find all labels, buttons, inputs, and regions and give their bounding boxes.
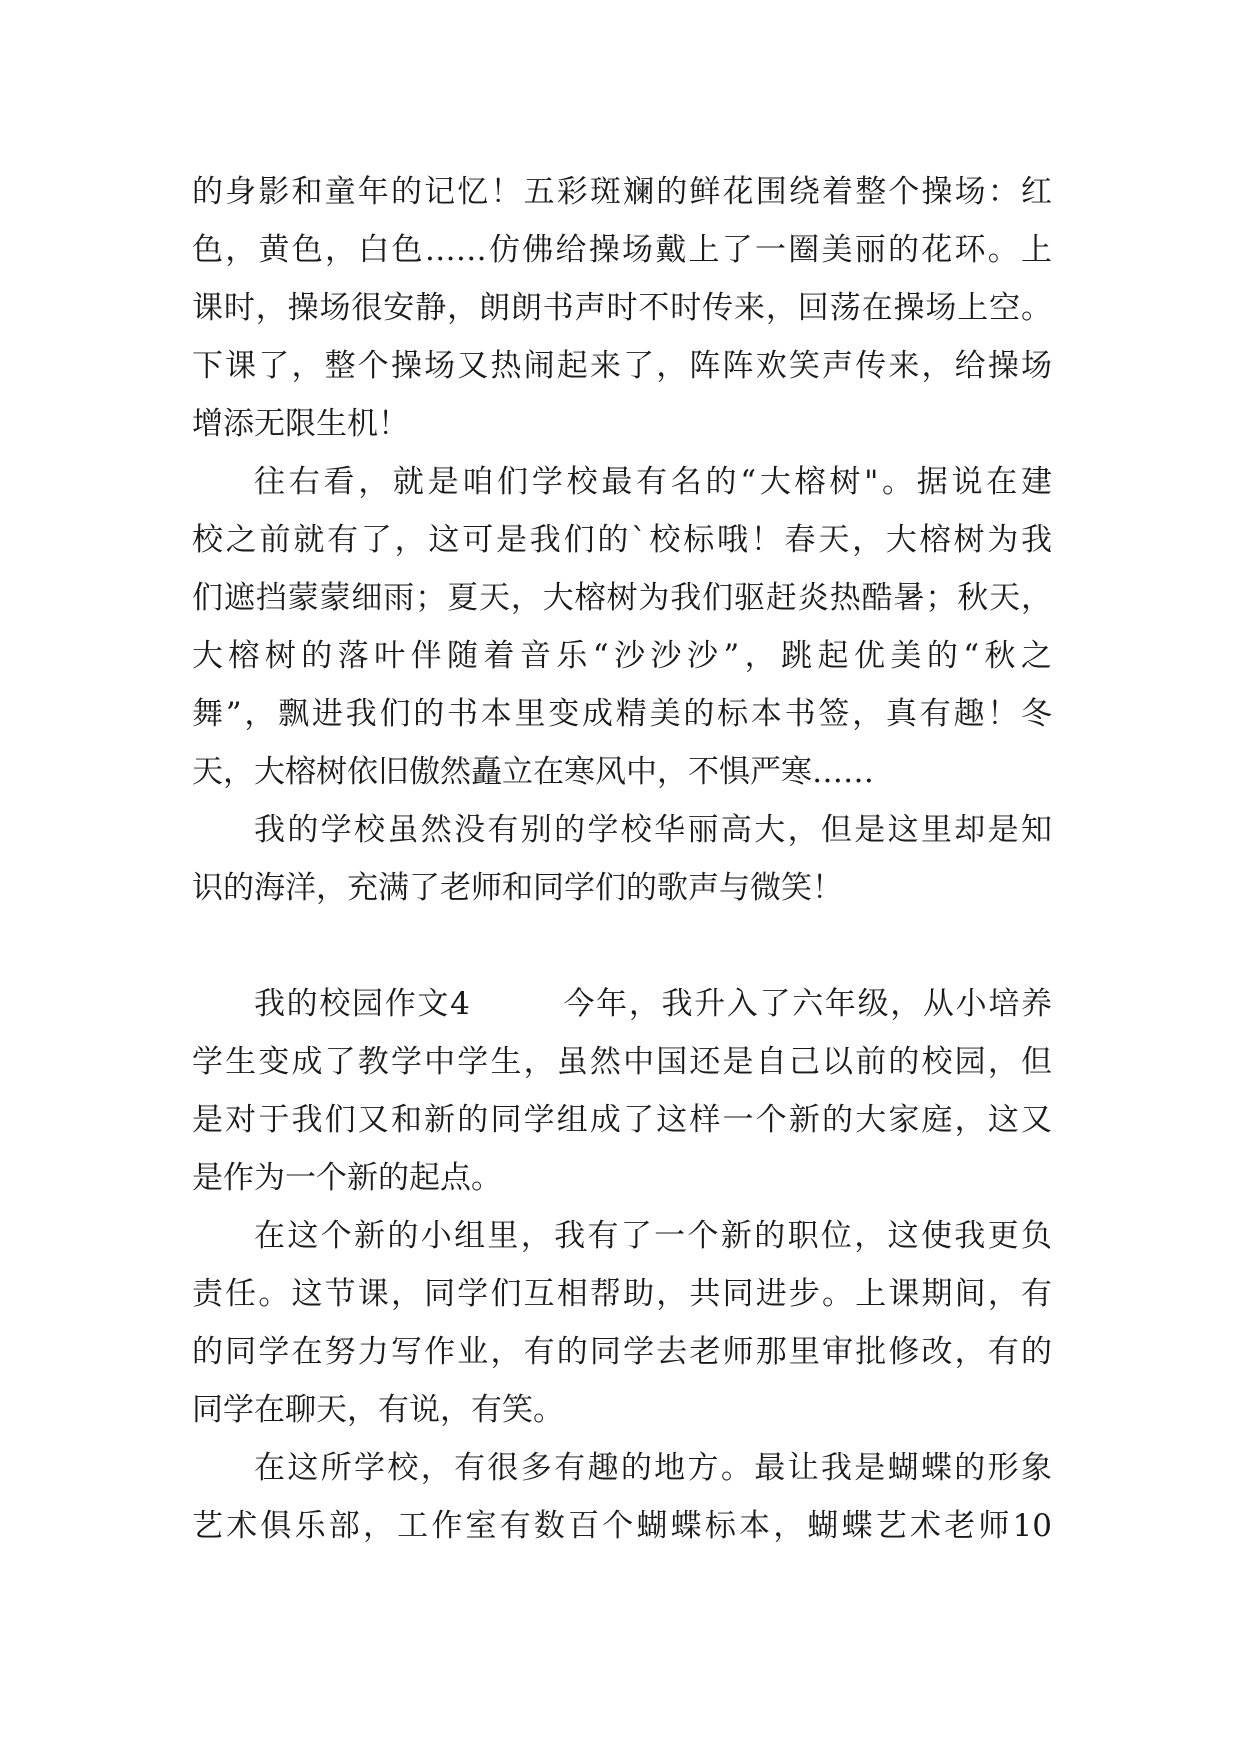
text-line: 增添无限生机！ — [192, 406, 409, 442]
text-line: 们遮挡蒙蒙细雨；夏天，大榕树为我们驱赶炎热酷暑；秋天， — [192, 580, 1052, 616]
text-line: 大榕树的落叶伴随着音乐“沙沙沙”，跳起优美的“秋之 — [192, 638, 1052, 674]
text-line: 校之前就有了，这可是我们的`校标哦！春天，大榕树为我 — [192, 522, 1052, 558]
text-line: 舞”，飘进我们的书本里变成精美的标本书签，真有趣！冬 — [192, 696, 1052, 732]
text-line: 我的学校虽然没有别的学校华丽高大，但是这里却是知 — [254, 812, 1052, 848]
paragraph-new-group — [192, 1207, 1052, 1439]
text-line: 往右看，就是咱们学校最有名的“大榕树"。据说在建 — [254, 464, 1052, 500]
text-line: 天，大榕树依旧傲然矗立在寒风中，不惧严寒…… — [192, 754, 874, 790]
paragraph-conclusion — [192, 801, 1052, 917]
text-line: 的身影和童年的记忆！五彩斑斓的鲜花围绕着整个操场：红 — [192, 174, 1052, 210]
text-line: 在这所学校，有很多有趣的地方。最让我是蝴蝶的形象 — [254, 1450, 1052, 1486]
text-line: 在这个新的小组里，我有了一个新的职位，这使我更负 — [254, 1218, 1052, 1254]
paragraph-banyan-tree — [192, 453, 1052, 801]
paragraph-essay-4-intro — [192, 975, 1052, 1207]
text-line — [192, 975, 1052, 1033]
paragraph-butterfly-club — [192, 1439, 1052, 1555]
text-line: 艺术俱乐部，工作室有数百个蝴蝶标本，蝴蝶艺术老师10 — [192, 1508, 1052, 1544]
text-line: 的同学在努力写作业，有的同学去老师那里审批修改，有的 — [192, 1334, 1052, 1370]
intro-text: 今年，我升入了六年级，从小培养 — [561, 986, 1053, 1022]
text-line: 责任。这节课，同学们互相帮助，共同进步。上课期间，有 — [192, 1276, 1052, 1312]
section-title: 我的校园作文4 — [254, 986, 470, 1022]
text-line: 学生变成了教学中学生，虽然中国还是自己以前的校园，但 — [192, 1044, 1052, 1080]
text-line: 是作为一个新的起点。 — [192, 1160, 502, 1196]
text-line: 识的海洋，充满了老师和同学们的歌声与微笑！ — [192, 870, 843, 906]
text-line: 是对于我们又和新的同学组成了这样一个新的大家庭，这又 — [192, 1102, 1052, 1138]
text-line: 色，黄色，白色……仿佛给操场戴上了一圈美丽的花环。上 — [192, 232, 1052, 268]
text-line: 下课了，整个操场又热闹起来了，阵阵欢笑声传来，给操场 — [192, 348, 1052, 384]
text-line: 同学在聊天，有说，有笑。 — [192, 1392, 564, 1428]
section-spacer — [192, 917, 1052, 975]
paragraph-playground — [192, 163, 1052, 453]
text-line: 课时，操场很安静，朗朗书声时不时传来，回荡在操场上空。 — [192, 290, 1052, 326]
document-body — [192, 163, 1052, 1555]
